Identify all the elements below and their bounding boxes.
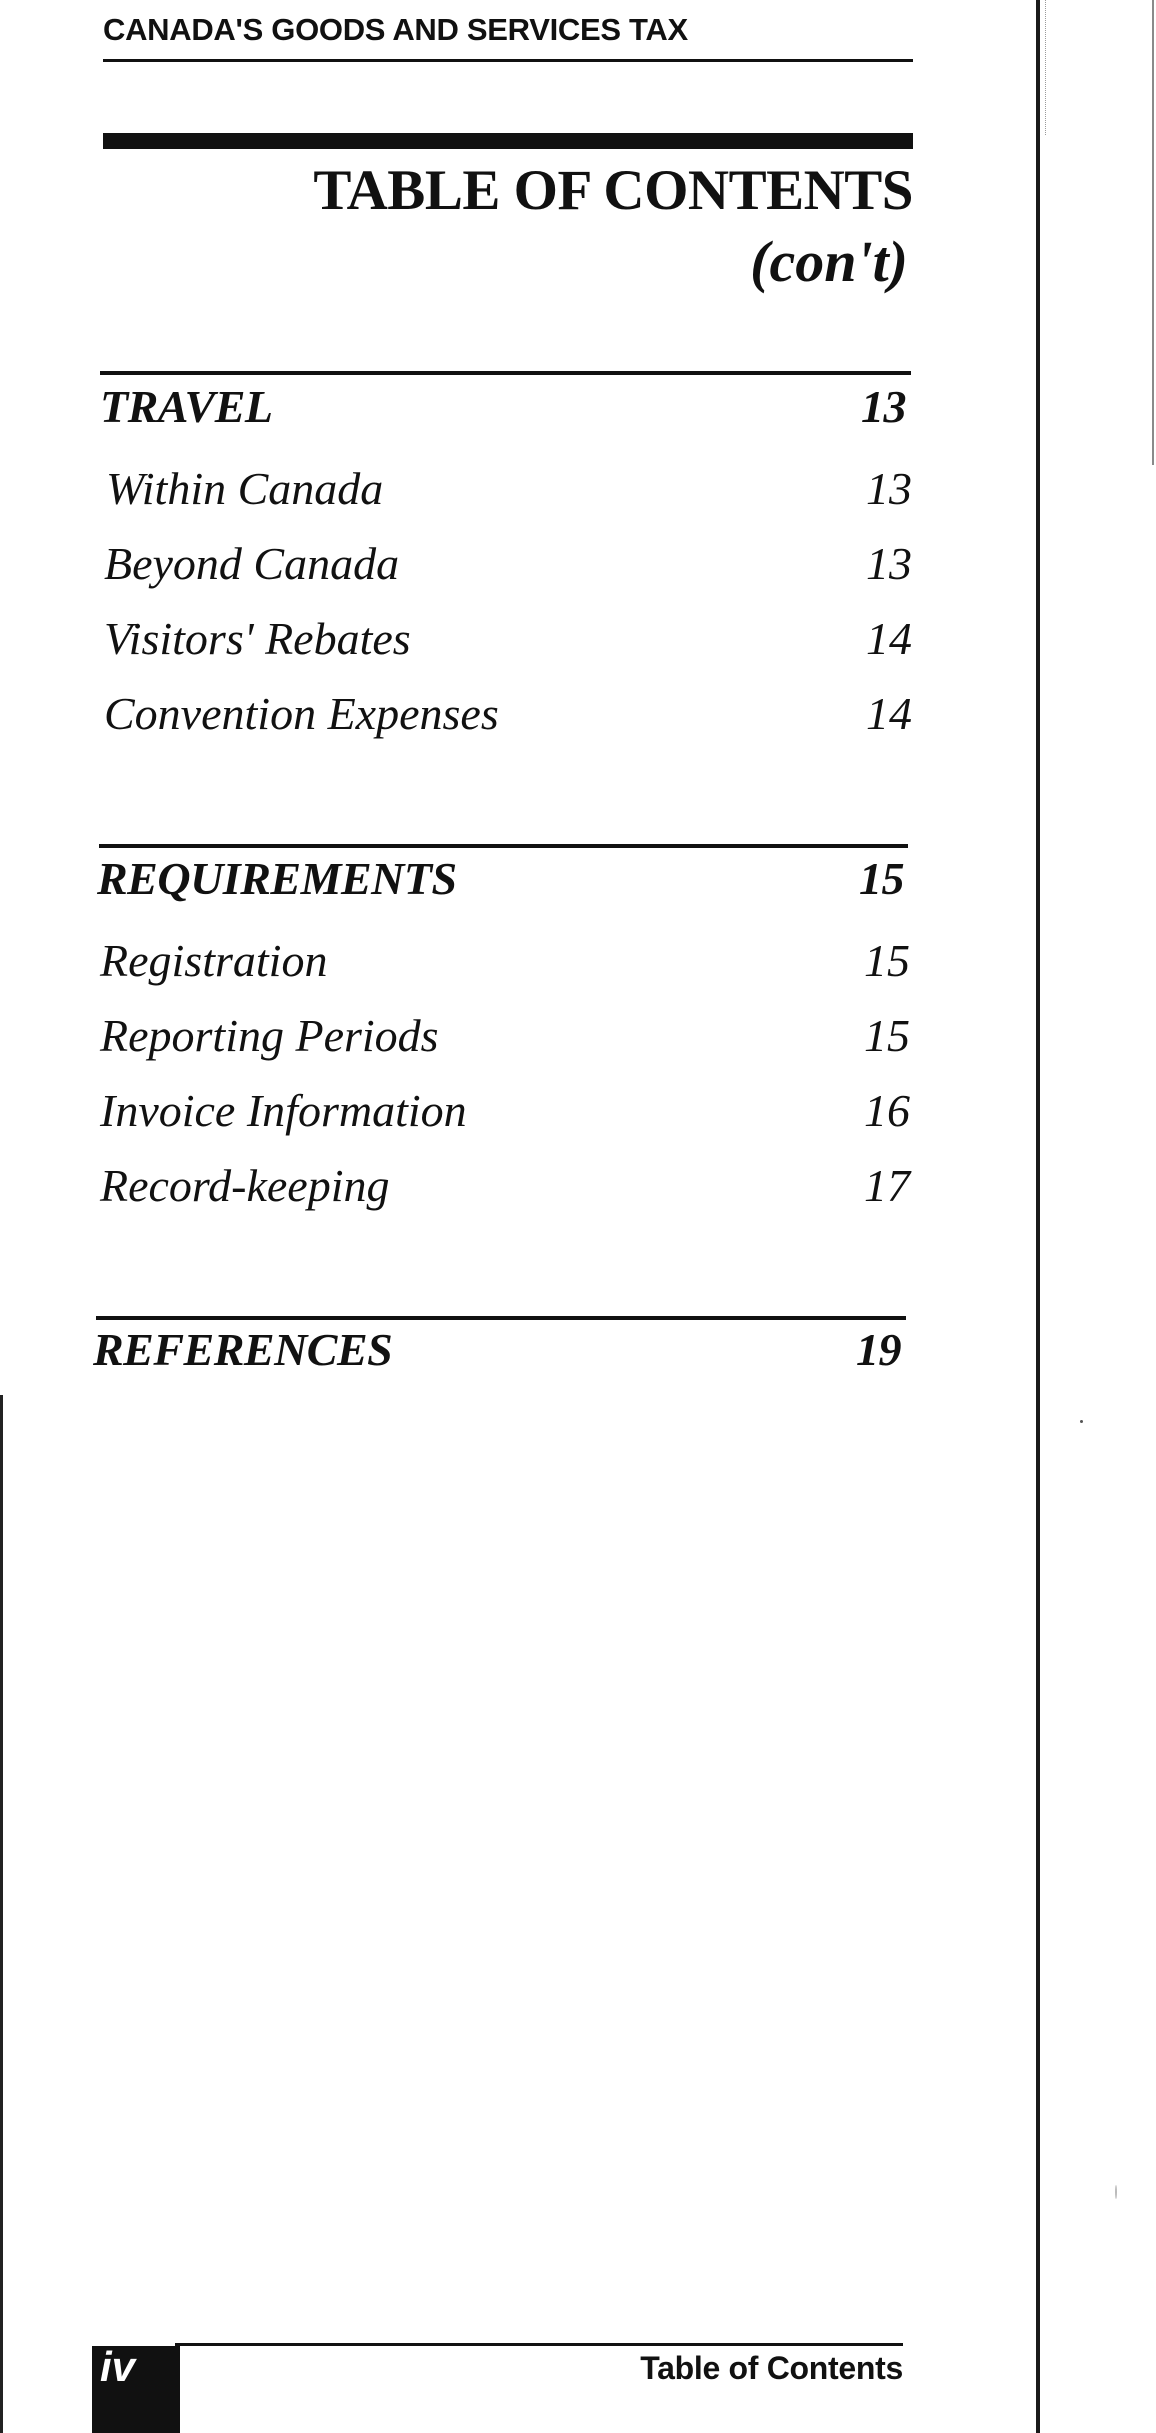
- section-rule: [99, 844, 908, 848]
- section-page: 19: [856, 1324, 901, 1375]
- toc-entry[interactable]: [100, 1084, 910, 1137]
- entry-label: Reporting Periods: [100, 1010, 439, 1061]
- toc-entry[interactable]: [104, 687, 912, 740]
- entry-page: 17: [864, 1160, 910, 1211]
- entry-label: Convention Expenses: [104, 688, 499, 739]
- entry-label: Beyond Canada: [104, 538, 400, 589]
- page-edge-right: [1036, 0, 1040, 2433]
- running-head: CANADA'S GOODS AND SERVICES TAX: [103, 12, 688, 47]
- entry-label: Record-keeping: [100, 1160, 390, 1211]
- entry-page: 15: [864, 1010, 910, 1061]
- toc-entry[interactable]: [100, 1009, 910, 1062]
- page-subtitle: (con't): [750, 229, 908, 294]
- footer-rule: [175, 2343, 903, 2346]
- scan-speck: [1080, 1420, 1083, 1423]
- toc-section-requirements[interactable]: [97, 852, 904, 905]
- toc-entry[interactable]: [100, 934, 910, 987]
- entry-page: 14: [866, 613, 912, 664]
- scan-speck: [1115, 2185, 1117, 2199]
- entry-page: 15: [864, 935, 910, 986]
- entry-page: 16: [864, 1085, 910, 1136]
- entry-page: 13: [866, 538, 912, 589]
- section-rule: [100, 371, 911, 375]
- page-edge-dotted: [1045, 0, 1047, 135]
- toc-entry[interactable]: [104, 537, 912, 590]
- entry-label: Visitors' Rebates: [104, 613, 411, 664]
- toc-entry[interactable]: [106, 462, 912, 515]
- toc-section-references[interactable]: [93, 1323, 901, 1376]
- page-edge-left: [0, 1395, 3, 2433]
- toc-entry[interactable]: [100, 1159, 910, 1212]
- footer-title: Table of Contents: [640, 2350, 903, 2386]
- entry-label: Invoice Information: [100, 1085, 467, 1136]
- section-label: REFERENCES: [93, 1324, 393, 1375]
- entry-label: Within Canada: [106, 463, 384, 514]
- page-edge-faint: [1152, 0, 1154, 465]
- toc-section-travel[interactable]: [100, 380, 906, 433]
- page-title: TABLE OF CONTENTS: [313, 159, 913, 222]
- page-number: iv: [100, 2343, 136, 2390]
- entry-page: 14: [866, 688, 912, 739]
- entry-page: 13: [866, 463, 912, 514]
- title-bar: [103, 133, 913, 149]
- toc-entry[interactable]: [104, 612, 912, 665]
- section-page: 15: [859, 853, 904, 904]
- section-rule: [96, 1316, 906, 1320]
- entry-label: Registration: [100, 935, 328, 986]
- section-label: REQUIREMENTS: [97, 853, 457, 904]
- header-rule: [103, 59, 913, 62]
- section-page: 13: [861, 381, 906, 432]
- section-label: TRAVEL: [100, 381, 273, 432]
